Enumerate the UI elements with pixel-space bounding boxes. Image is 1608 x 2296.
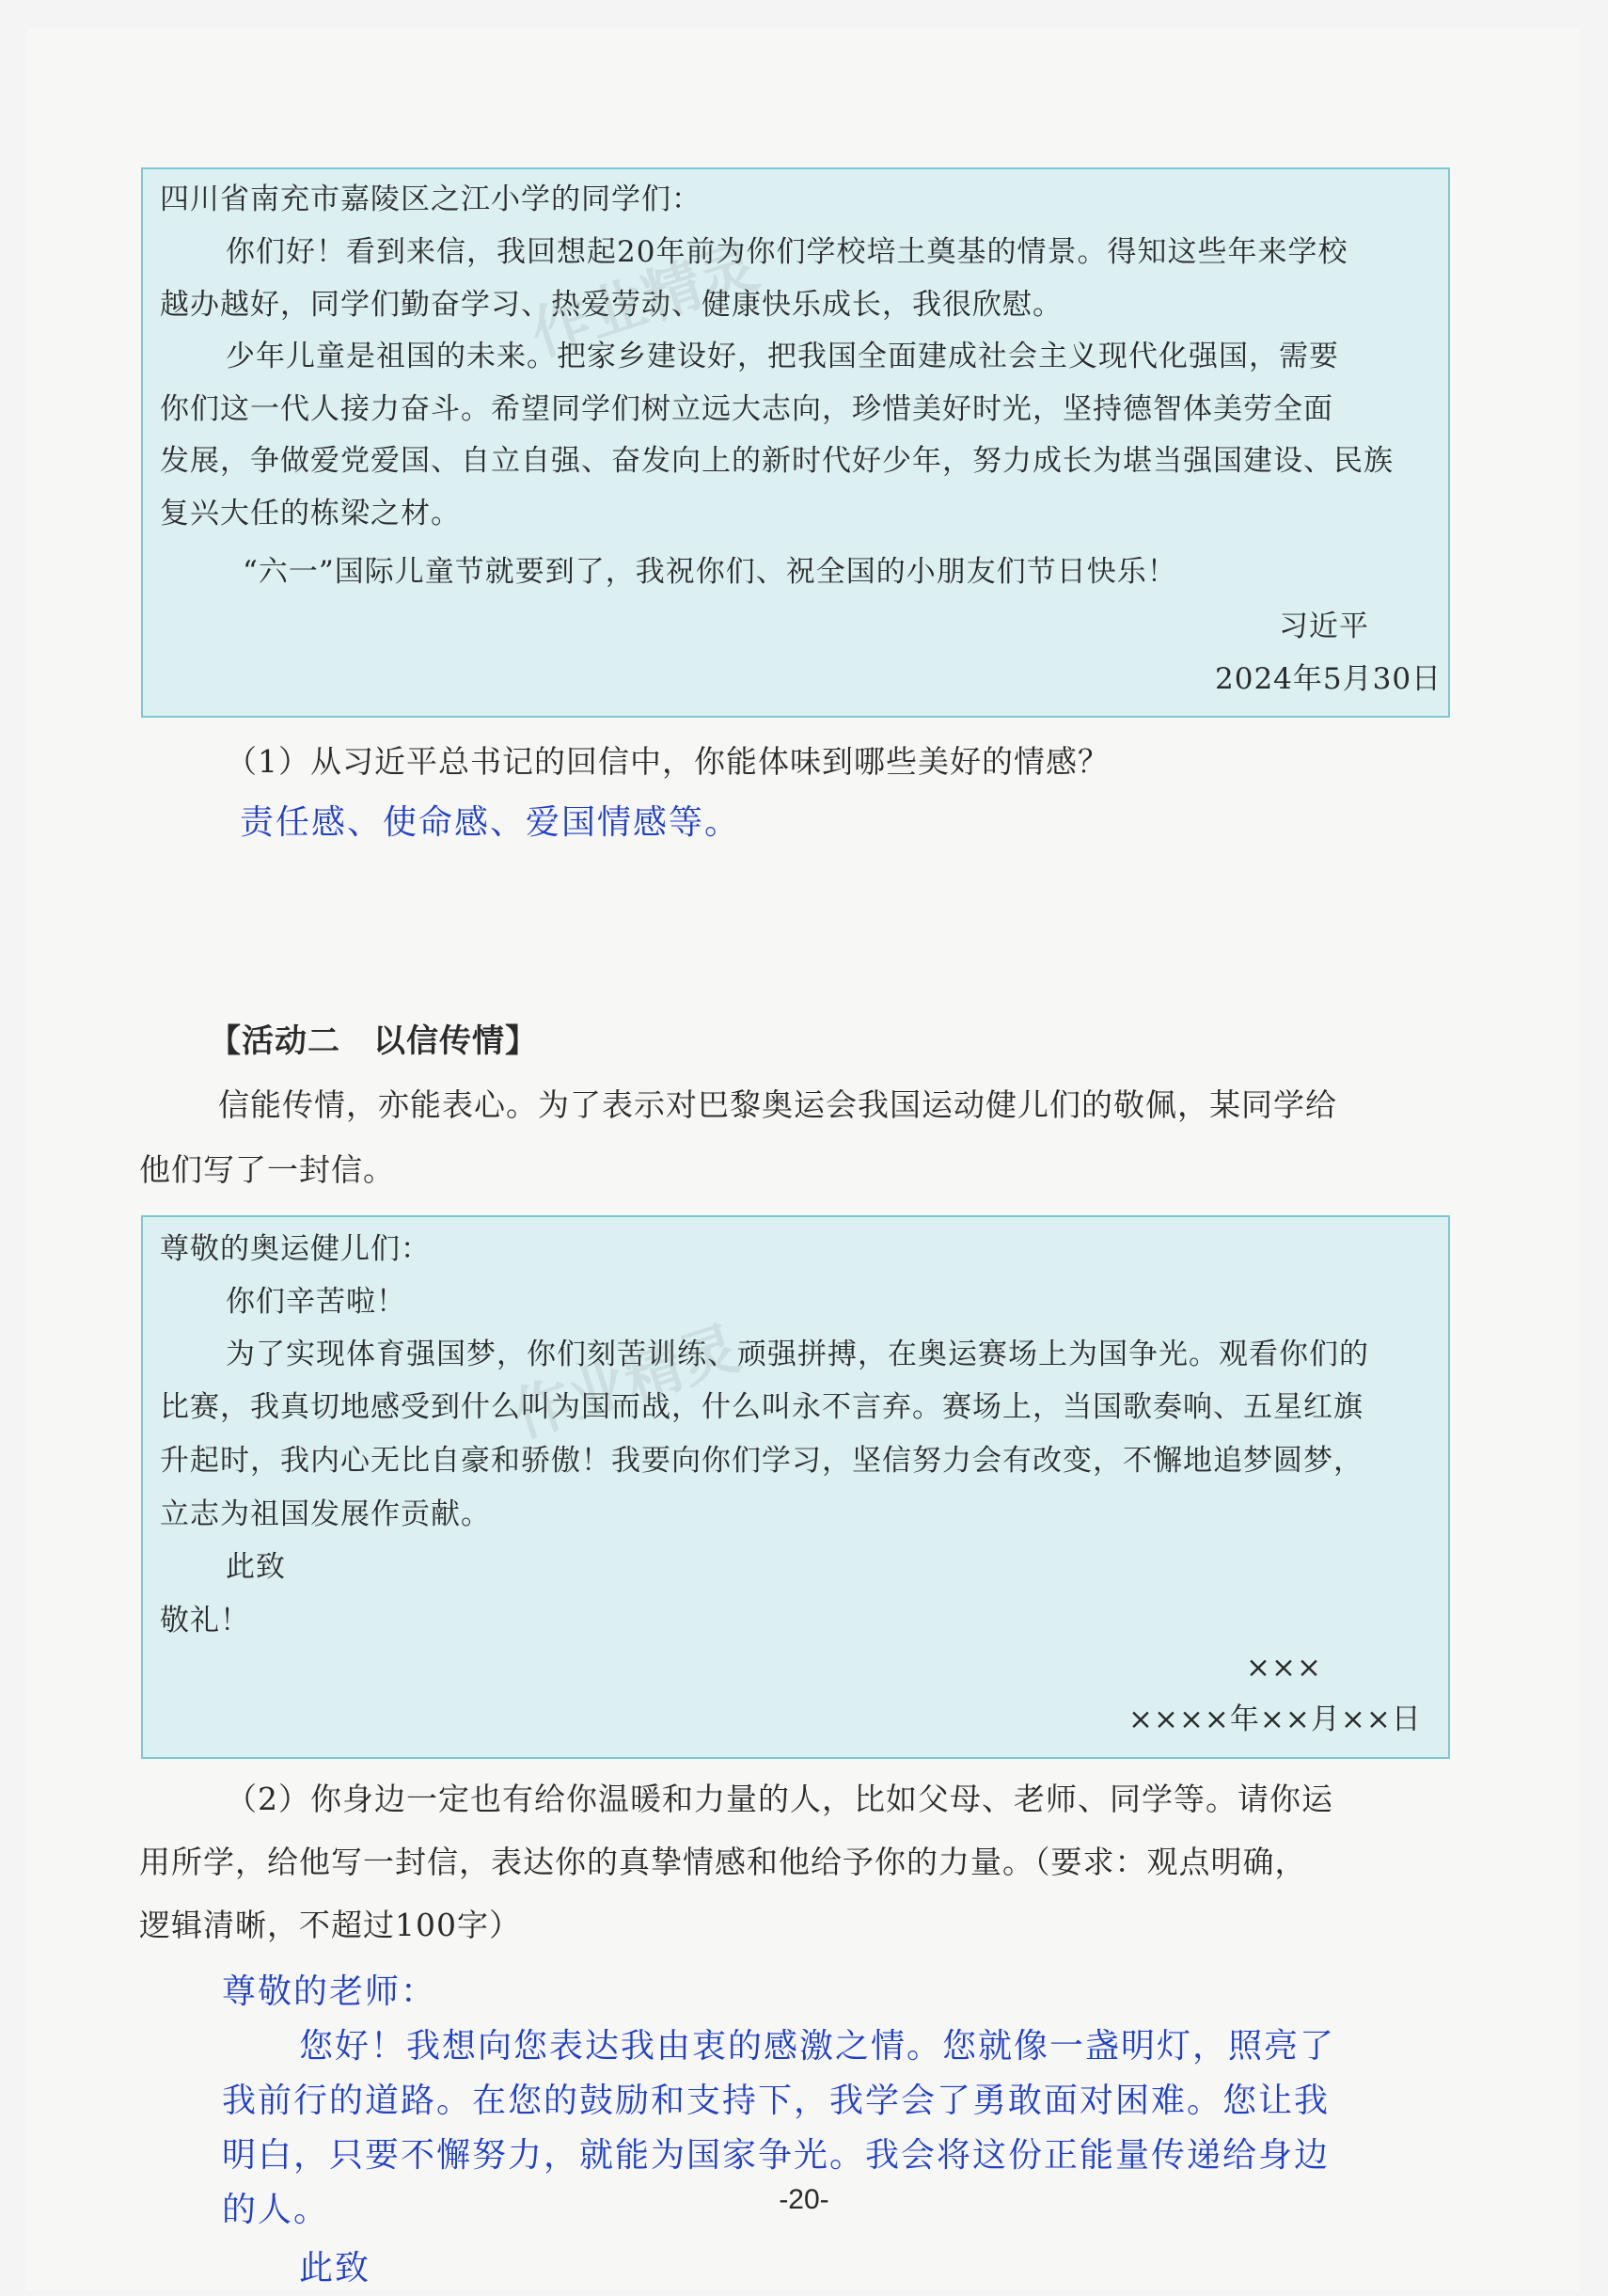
activity-2-intro: 他们写了一封信。 bbox=[139, 1151, 395, 1188]
answer-2-line: 我前行的道路。在您的鼓励和支持下，我学会了勇敢面对困难。您让我 bbox=[222, 2082, 1331, 2120]
letter1-line: “六一”国际儿童节就要到了，我祝你们、祝全国的小朋友们节日快乐！ bbox=[243, 555, 1177, 589]
letter1-salutation: 四川省南充市嘉陵区之江小学的同学们： bbox=[160, 182, 702, 216]
question-1: （1）从习近平总书记的回信中，你能体味到哪些美好的情感？ bbox=[226, 743, 1110, 780]
answer-2-line: 您好！我想向您表达我由衷的感激之情。您就像一盏明灯，照亮了 bbox=[299, 2027, 1336, 2066]
activity-2-heading: 【活动二 以信传情】 bbox=[209, 1022, 538, 1060]
letter2-line: 比赛，我真切地感受到什么叫为国而战，什么叫永不言弃。赛场上，当国歌奏响、五星红旗 bbox=[160, 1390, 1364, 1424]
letter1-line: 你们好！看到来信，我回想起20年前为你们学校培土奠基的情景。得知这些年来学校 bbox=[226, 235, 1348, 269]
answer-2-line: 明白，只要不懈努力，就能为国家争光。我会将这份正能量传递给身边 bbox=[222, 2136, 1331, 2175]
letter2-closing: 敬礼！ bbox=[160, 1604, 250, 1638]
letter1-line: 少年儿童是祖国的未来。把家乡建设好，把我国全面建成社会主义现代化强国，需要 bbox=[226, 340, 1339, 373]
letter1-line: 复兴大任的栋梁之材。 bbox=[160, 497, 461, 530]
letter1-date: 2024年5月30日 bbox=[1215, 662, 1442, 696]
letter1-line: 你们这一代人接力奋斗。希望同学们树立远大志向，珍惜美好时光，坚持德智体美劳全面 bbox=[160, 392, 1333, 426]
letter2-line: 立志为祖国发展作贡献。 bbox=[160, 1497, 491, 1531]
letter2-salutation: 尊敬的奥运健儿们： bbox=[160, 1232, 431, 1266]
answer-1: 责任感、使命感、爱国情感等。 bbox=[240, 803, 741, 842]
letter2-date: ××××年××月××日 bbox=[1128, 1702, 1422, 1736]
answer-2-closing: 此致 bbox=[299, 2249, 371, 2288]
answer-2-salutation: 尊敬的老师： bbox=[222, 1972, 437, 2011]
question-2: 用所学，给他写一封信，表达你的真挚情感和他给予你的力量。（要求：观点明确， bbox=[139, 1844, 1307, 1880]
letter2-line: 为了实现体育强国梦，你们刻苦训练、顽强拼搏，在奥运赛场上为国争光。观看你们的 bbox=[226, 1338, 1369, 1371]
letter2-signature: ××× bbox=[1246, 1651, 1322, 1685]
letter2-closing: 此致 bbox=[226, 1550, 286, 1584]
letter1-line: 越办越好，同学们勤奋学习、热爱劳动、健康快乐成长，我很欣慰。 bbox=[160, 288, 1063, 322]
question-2: （2）你身边一定也有给你温暖和力量的人，比如父母、老师、同学等。请你运 bbox=[226, 1781, 1333, 1817]
question-2: 逻辑清晰，不超过100字） bbox=[139, 1907, 521, 1943]
letter1-signature: 习近平 bbox=[1279, 610, 1369, 643]
letter1-line: 发展，争做爱党爱国、自立自强、奋发向上的新时代好少年，努力成长为堪当强国建设、民族 bbox=[160, 444, 1394, 478]
page-number: -20- bbox=[779, 2184, 829, 2215]
letter2-line: 升起时，我内心无比自豪和骄傲！我要向你们学习，坚信努力会有改变，不懈地追梦圆梦， bbox=[160, 1444, 1364, 1478]
activity-2-intro: 信能传情，亦能表心。为了表示对巴黎奥运会我国运动健儿们的敬佩，某同学给 bbox=[218, 1086, 1337, 1123]
letter2-line: 你们辛苦啦！ bbox=[226, 1285, 406, 1319]
answer-2-line: 的人。 bbox=[222, 2191, 330, 2229]
